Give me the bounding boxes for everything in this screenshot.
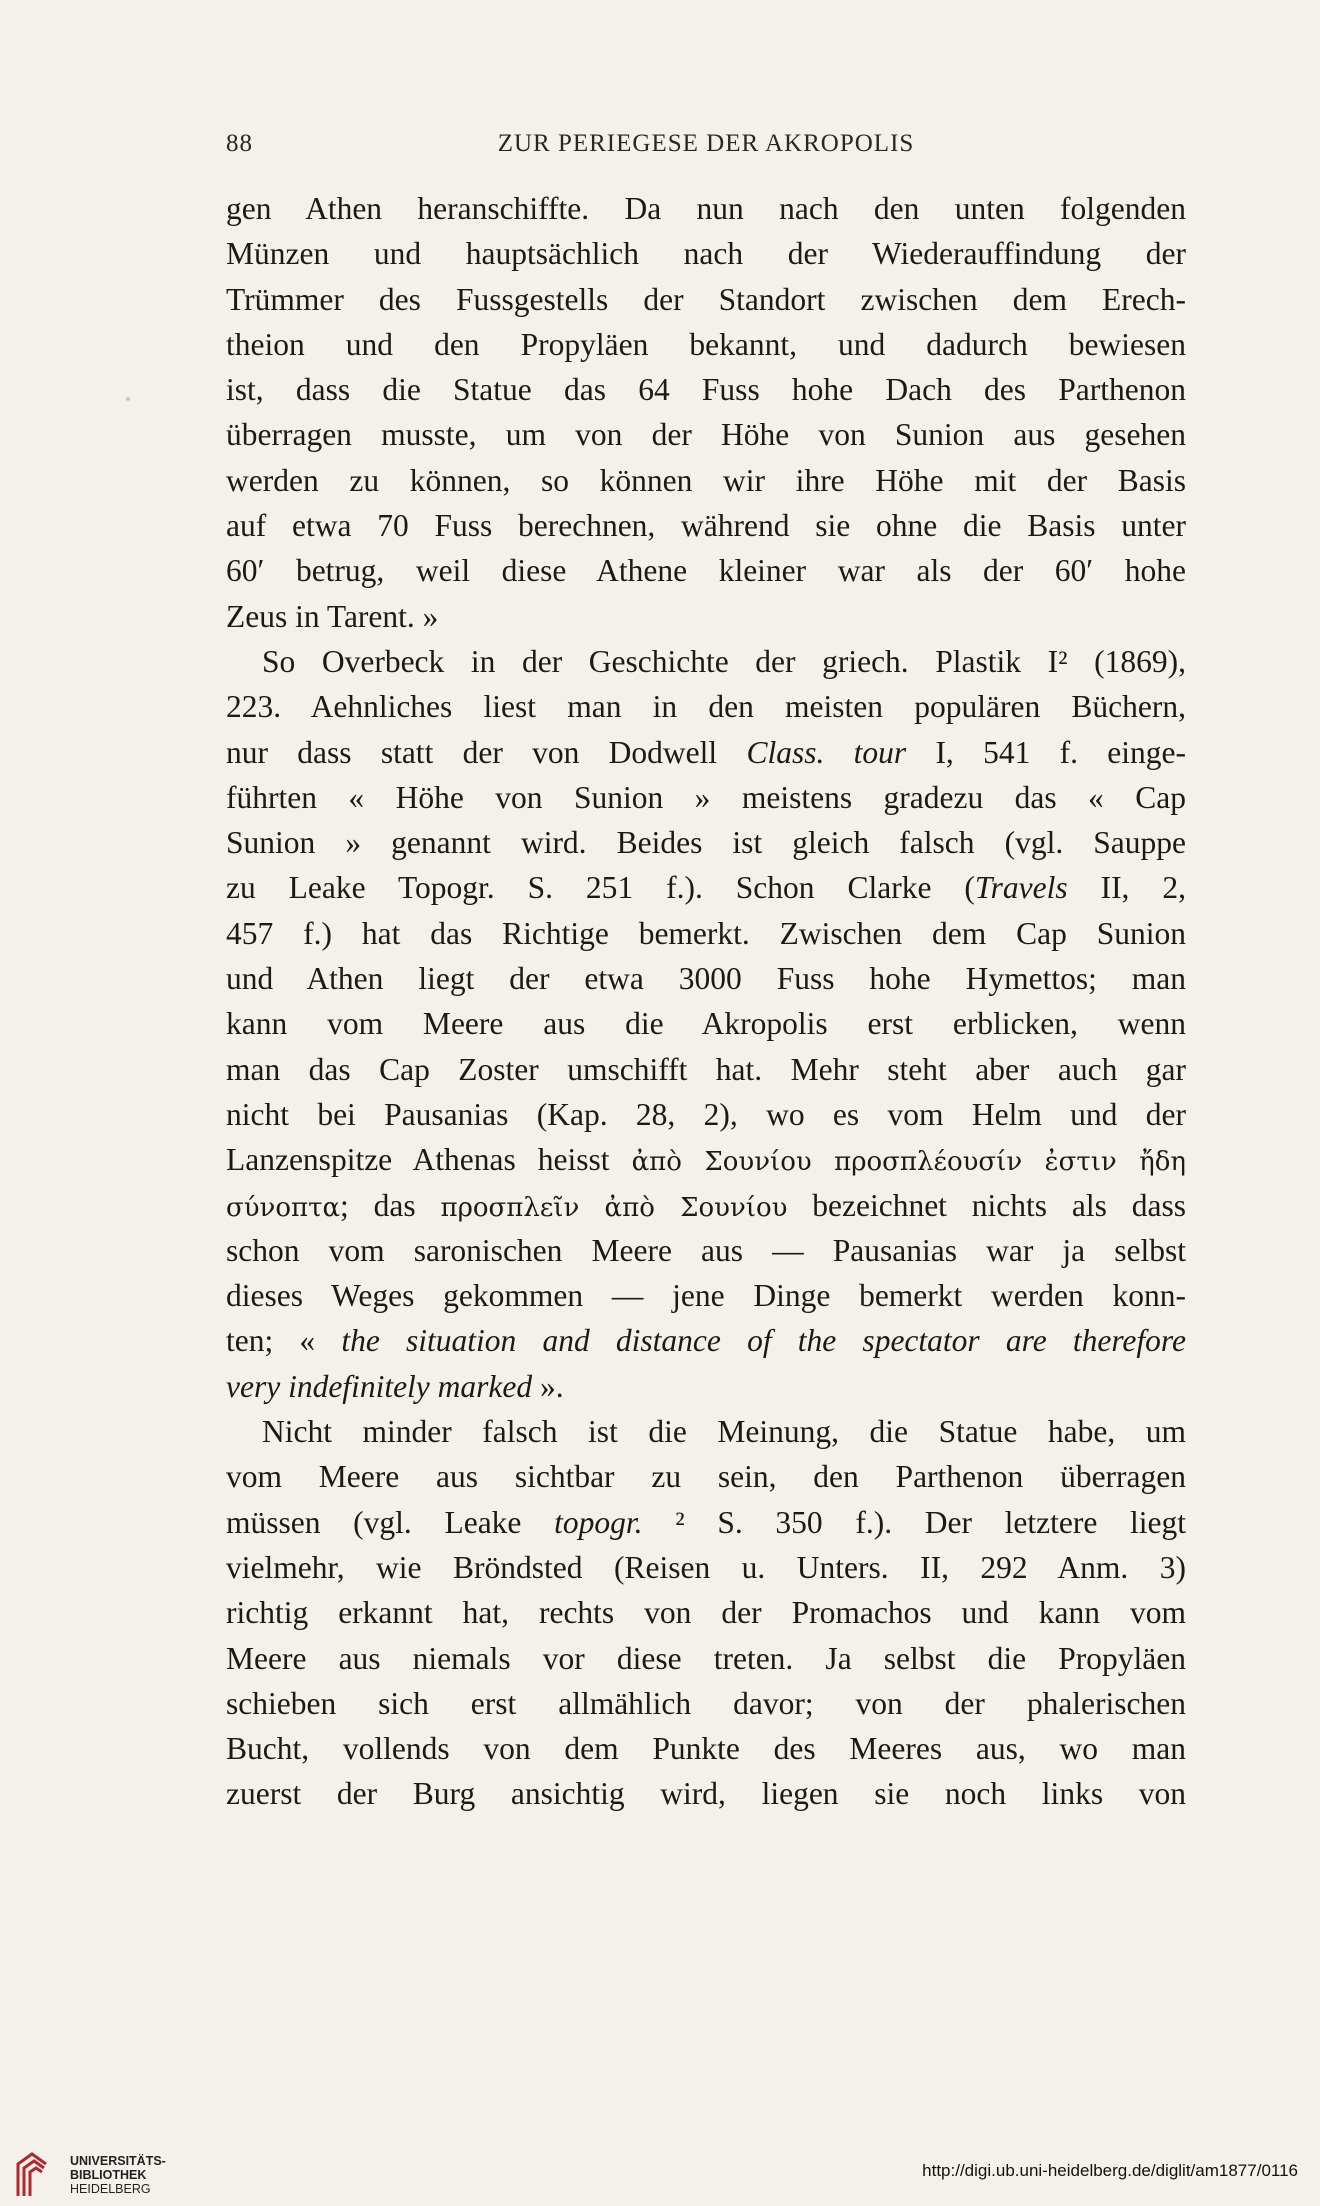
text-line: [226, 1273, 1186, 1318]
text-run: vielmehr, wie Bröndsted (Reisen u. Unters. II, 292 Anm. 3): [226, 1549, 1186, 1585]
text-run: und Athen liegt der etwa 3000 Fuss hohe Hymettos; man: [226, 961, 1186, 997]
text-line: [226, 1183, 1186, 1228]
text-line: [226, 1318, 1186, 1363]
text-line: [226, 1137, 1186, 1182]
text-line: [226, 775, 1186, 820]
text-line: [226, 1771, 1186, 1816]
italic-text: topogr.: [554, 1504, 643, 1540]
text-line: [226, 865, 1186, 910]
text-line: [226, 503, 1186, 548]
page-number: 88: [226, 130, 253, 157]
text-run: vom Meere aus sichtbar zu sein, den Parthenon überragen: [226, 1459, 1186, 1495]
text-line: [226, 730, 1186, 775]
library-logo-icon: [12, 2150, 52, 2198]
body-text: [226, 186, 1186, 1817]
text-run: dieses Weges gekommen — jene Dinge bemerkt werden konn-: [226, 1278, 1186, 1314]
text-line: [226, 412, 1186, 457]
text-line: [226, 684, 1186, 729]
text-run: ».: [532, 1368, 564, 1404]
text-line: [226, 548, 1186, 593]
text-line: [226, 1681, 1186, 1726]
text-line: [226, 1409, 1186, 1454]
paper-speck: [126, 397, 130, 401]
text-run: bezeichnet nichts als dass: [787, 1187, 1186, 1223]
text-run: Nicht minder falsch ist die Meinung, die Statue habe, um: [262, 1414, 1186, 1450]
source-url-link[interactable]: http://digi.ub.uni-heidelberg.de/diglit/am1877/0116: [922, 2161, 1298, 2180]
text-line: [226, 231, 1186, 276]
text-run: Bucht, vollends von dem Punkte des Meeres aus, wo man: [226, 1731, 1186, 1767]
text-line: [226, 1500, 1186, 1545]
text-line: [226, 1228, 1186, 1273]
text-run: schieben sich erst allmählich davor; von der phalerischen: [226, 1685, 1186, 1721]
text-run: ; das: [340, 1187, 441, 1223]
text-line: [226, 367, 1186, 412]
text-run: Meere aus niemals vor diese treten. Ja selbst die Propyläen: [226, 1640, 1186, 1676]
text-run: nur dass statt der von Dodwell: [226, 734, 747, 770]
logo-line-2: BIBLIOTHEK: [70, 2168, 147, 2182]
text-line: [226, 1545, 1186, 1590]
text-line: [226, 1590, 1186, 1635]
greek-text: σύνοπτα: [226, 1192, 341, 1223]
text-run: Sunion » genannt wird. Beides ist gleich falsch (vgl. Sauppe: [226, 825, 1186, 861]
text-run: ist, dass die Statue das 64 Fuss hohe Dach des Parthenon: [226, 372, 1186, 408]
text-run: werden zu können, so können wir ihre Höhe mit der Basis: [226, 462, 1186, 498]
text-line: [226, 322, 1186, 367]
running-head: [226, 130, 1186, 162]
text-run: müssen (vgl. Leake: [226, 1504, 555, 1540]
text-run: ² S. 350 f.). Der letztere liegt: [642, 1504, 1186, 1540]
text-run: theion und den Propyläen bekannt, und dadurch bewiesen: [226, 326, 1186, 362]
logo-line-3: HEIDELBERG: [70, 2182, 151, 2196]
text-run: auf etwa 70 Fuss berechnen, während sie ohne die Basis unter: [226, 508, 1186, 544]
text-run: Münzen und hauptsächlich nach der Wiederauffindung der: [226, 236, 1186, 272]
text-line: [226, 1364, 1186, 1409]
text-run: 457 f.) hat das Richtige bemerkt. Zwischen dem Cap Sunion: [226, 915, 1186, 951]
text-line: [226, 1047, 1186, 1092]
text-line: [226, 277, 1186, 322]
text-run: führten « Höhe von Sunion » meistens gradezu das « Cap: [226, 779, 1186, 815]
text-run: überragen musste, um von der Höhe von Sunion aus gesehen: [226, 417, 1186, 453]
text-run: gen Athen heranschiffte. Da nun nach den unten folgenden: [226, 191, 1186, 226]
text-run: 60′ betrug, weil diese Athene kleiner war als der 60′ hohe: [226, 553, 1186, 589]
library-logo-text: [70, 2154, 230, 2196]
logo-line-1: UNIVERSITÄTS-: [70, 2154, 166, 2168]
text-run: zuerst der Burg ansichtig wird, liegen sie noch links von: [226, 1776, 1186, 1812]
text-run: richtig erkannt hat, rechts von der Promachos und kann vom: [226, 1595, 1186, 1631]
text-run: Trümmer des Fussgestells der Standort zwischen dem Erech-: [226, 281, 1186, 317]
text-run: I, 541 f. einge-: [906, 734, 1186, 770]
text-run: nicht bei Pausanias (Kap. 28, 2), wo es vom Helm und der: [226, 1096, 1186, 1132]
italic-text: the situation and distance of the spectator are therefore: [341, 1323, 1186, 1359]
text-line: [226, 820, 1186, 865]
text-run: zu Leake Topogr. S. 251 f.). Schon Clarke (: [226, 870, 975, 906]
text-run: man das Cap Zoster umschifft hat. Mehr steht aber auch gar: [226, 1051, 1186, 1087]
text-run: Lanzenspitze Athenas heisst: [226, 1142, 632, 1178]
text-run: 223. Aehnliches liest man in den meisten populären Büchern,: [226, 689, 1186, 725]
italic-text: Class. tour: [746, 734, 907, 770]
greek-text: προσπλεῖν ἀπὸ Σουνίου: [440, 1192, 788, 1223]
text-line: [226, 186, 1186, 231]
text-line: [226, 956, 1186, 1001]
text-run: kann vom Meere aus die Akropolis erst erblicken, wenn: [226, 1006, 1186, 1042]
text-line: [226, 1092, 1186, 1137]
text-line: [226, 1001, 1186, 1046]
text-line: [226, 911, 1186, 956]
greek-text: ἀπὸ Σουνίου προσπλέουσίν ἐστιν ἤδη: [631, 1147, 1186, 1178]
text-run: ten; «: [226, 1323, 342, 1359]
text-line: [226, 594, 1186, 639]
text-line: [226, 639, 1186, 684]
text-run: schon vom saronischen Meere aus — Pausanias war ja selbst: [226, 1232, 1186, 1268]
running-title: ZUR PERIEGESE DER AKROPOLIS: [497, 130, 915, 157]
text-line: [226, 1726, 1186, 1771]
text-run: Zeus in Tarent. »: [226, 598, 439, 634]
library-logo[interactable]: [12, 2150, 232, 2198]
italic-text: very indefinitely marked: [226, 1368, 533, 1404]
text-run: So Overbeck in der Geschichte der griech. Plastik I² (1869),: [262, 643, 1186, 679]
italic-text: Travels: [974, 870, 1068, 906]
text-line: [226, 458, 1186, 503]
text-run: II, 2,: [1067, 870, 1186, 906]
text-line: [226, 1636, 1186, 1681]
text-line: [226, 1454, 1186, 1499]
